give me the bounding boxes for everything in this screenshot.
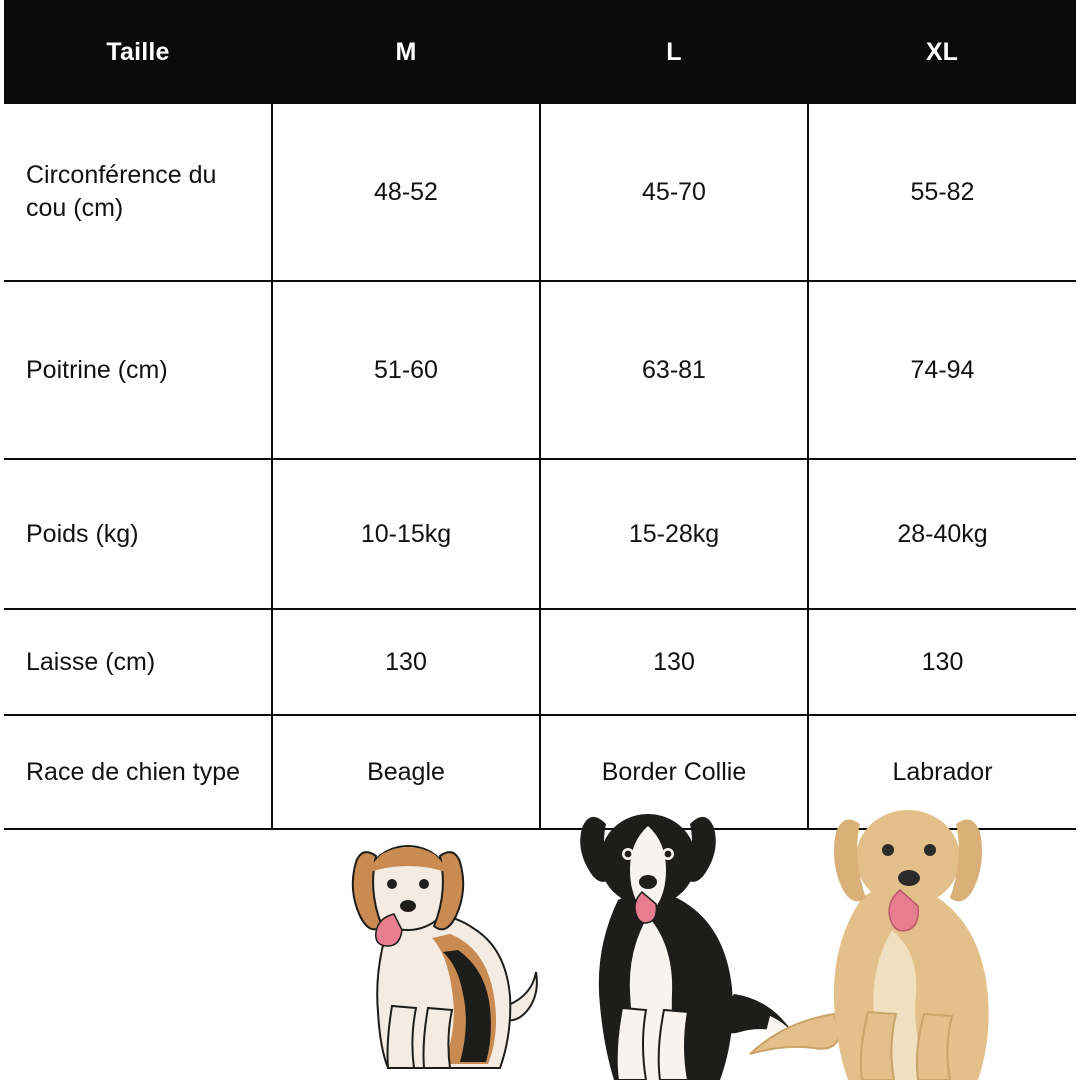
row-label-chest: Poitrine (cm): [4, 281, 272, 459]
table-body: [4, 104, 1076, 829]
cell-breed-xl: Labrador: [808, 715, 1076, 829]
table-row: [4, 459, 1076, 609]
beagle-dog-illustration: [330, 810, 560, 1080]
column-header-xl: XL: [808, 0, 1076, 104]
cell-chest-l: 63-81: [540, 281, 808, 459]
row-label-breed: Race de chien type: [4, 715, 272, 829]
table-row: [4, 609, 1076, 715]
table-row: [4, 715, 1076, 829]
row-label-weight: Poids (kg): [4, 459, 272, 609]
column-header-taille: Taille: [4, 0, 272, 104]
cell-weight-xl: 28-40kg: [808, 459, 1076, 609]
table-header: [4, 0, 1076, 104]
cell-weight-l: 15-28kg: [540, 459, 808, 609]
cell-chest-m: 51-60: [272, 281, 540, 459]
table-row: [4, 281, 1076, 459]
row-label-neck-circumference: Circonférence du cou (cm): [4, 104, 272, 281]
cell-neck-m: 48-52: [272, 104, 540, 281]
cell-leash-l: 130: [540, 609, 808, 715]
cell-neck-l: 45-70: [540, 104, 808, 281]
cell-breed-l: Border Collie: [540, 715, 808, 829]
table-header-row: [4, 0, 1076, 104]
row-label-leash: Laisse (cm): [4, 609, 272, 715]
table-row: [4, 104, 1076, 281]
cell-weight-m: 10-15kg: [272, 459, 540, 609]
column-header-m: M: [272, 0, 540, 104]
size-chart-table: [4, 0, 1076, 830]
column-header-l: L: [540, 0, 808, 104]
cell-leash-m: 130: [272, 609, 540, 715]
cell-chest-xl: 74-94: [808, 281, 1076, 459]
cell-breed-m: Beagle: [272, 715, 540, 829]
cell-leash-xl: 130: [808, 609, 1076, 715]
cell-neck-xl: 55-82: [808, 104, 1076, 281]
